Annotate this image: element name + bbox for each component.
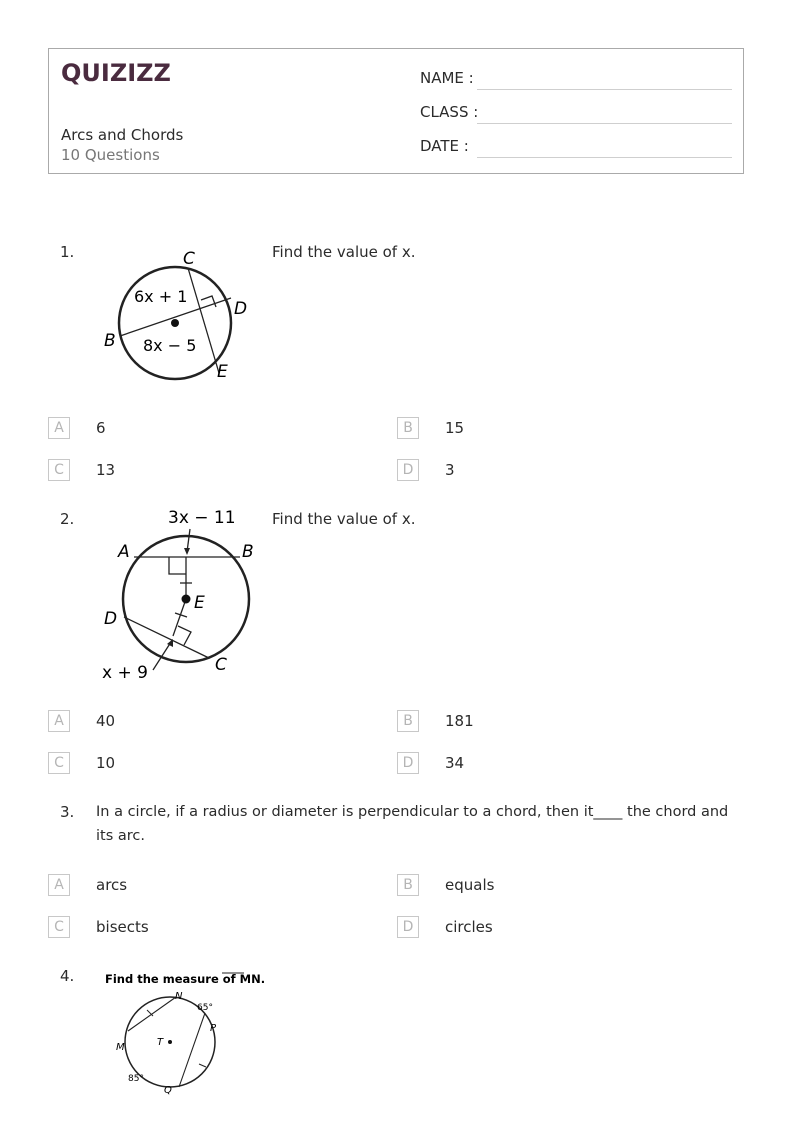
name-line: [477, 89, 732, 90]
q3-option-b-box[interactable]: B: [397, 874, 419, 896]
worksheet-title: Arcs and Chords: [61, 126, 184, 144]
worksheet-header: [48, 48, 744, 174]
q1-option-b-text[interactable]: 15: [445, 419, 465, 437]
svg-text:A: A: [118, 542, 130, 562]
q1-option-b-box[interactable]: B: [397, 417, 419, 439]
svg-text:8x − 5: 8x − 5: [143, 336, 197, 355]
q2-option-d-text[interactable]: 34: [445, 754, 465, 772]
class-line: [477, 123, 732, 124]
svg-text:85°: 85°: [128, 1074, 144, 1084]
svg-text:T: T: [157, 1037, 164, 1048]
question-count: 10 Questions: [61, 146, 160, 164]
question-4-number: 4.: [60, 967, 75, 985]
q3-option-d-text[interactable]: circles: [445, 918, 493, 936]
q2-option-c-text[interactable]: 10: [96, 754, 116, 772]
question-1-figure: [98, 243, 258, 383]
q3-option-b-text[interactable]: equals: [445, 876, 495, 894]
svg-text:B: B: [242, 542, 254, 562]
q2-option-c-box[interactable]: C: [48, 752, 70, 774]
name-field[interactable]: [420, 69, 474, 87]
svg-text:65°: 65°: [197, 1003, 213, 1013]
q3-option-c-box[interactable]: C: [48, 916, 70, 938]
svg-text:QUIZIZZ: QUIZIZZ: [61, 59, 171, 87]
svg-text:E: E: [217, 362, 228, 382]
svg-text:D: D: [104, 609, 118, 629]
date-label: DATE :: [420, 137, 469, 155]
quizizz-logo: [61, 59, 171, 87]
svg-text:3x − 11: 3x − 11: [168, 508, 236, 528]
q2-option-b-text[interactable]: 181: [445, 712, 474, 730]
q2-option-a-text[interactable]: 40: [96, 712, 116, 730]
q2-option-a-box[interactable]: A: [48, 710, 70, 732]
q3-option-d-box[interactable]: D: [397, 916, 419, 938]
svg-text:x + 9: x + 9: [102, 663, 148, 683]
svg-text:C: C: [183, 249, 195, 269]
svg-text:N: N: [175, 991, 183, 1002]
svg-text:C: C: [215, 655, 227, 675]
q3-option-c-text[interactable]: bisects: [96, 918, 149, 936]
q1-option-d-text[interactable]: 3: [445, 461, 455, 479]
class-field[interactable]: [420, 103, 478, 121]
svg-text:D: D: [234, 299, 248, 319]
class-label: CLASS :: [420, 103, 479, 121]
question-4-figure: [98, 966, 266, 1098]
date-field[interactable]: [420, 137, 469, 155]
question-2-number: 2.: [60, 510, 75, 528]
svg-text:P: P: [210, 1023, 217, 1034]
svg-text:6x + 1: 6x + 1: [134, 287, 188, 306]
q1-option-a-box[interactable]: A: [48, 417, 70, 439]
question-3-number: 3.: [60, 803, 75, 821]
question-2-text: Find the value of x.: [272, 510, 416, 528]
svg-text:Q: Q: [164, 1085, 172, 1096]
q3-option-a-text[interactable]: arcs: [96, 876, 128, 894]
date-line: [477, 157, 732, 158]
question-2-figure: [98, 505, 268, 690]
name-label: NAME :: [420, 69, 474, 87]
question-1-number: 1.: [60, 243, 75, 261]
q1-option-c-box[interactable]: C: [48, 459, 70, 481]
q1-option-d-box[interactable]: D: [397, 459, 419, 481]
question-3-text-line-1: In a circle, if a radius or diameter is perpendicular to a chord, then it____ the chord and: [96, 804, 729, 820]
q1-option-c-text[interactable]: 13: [96, 461, 116, 479]
svg-text:B: B: [104, 331, 116, 351]
question-1-text: Find the value of x.: [272, 243, 416, 261]
question-3-text-line-2: its arc.: [96, 828, 145, 844]
q1-option-a-text[interactable]: 6: [96, 419, 106, 437]
question-4-figure-title: Find the measure of MN.: [105, 972, 266, 986]
q2-option-d-box[interactable]: D: [397, 752, 419, 774]
svg-text:E: E: [194, 593, 205, 613]
q2-option-b-box[interactable]: B: [397, 710, 419, 732]
svg-text:M: M: [116, 1042, 125, 1053]
question-3-text: [96, 800, 736, 848]
q3-option-a-box[interactable]: A: [48, 874, 70, 896]
